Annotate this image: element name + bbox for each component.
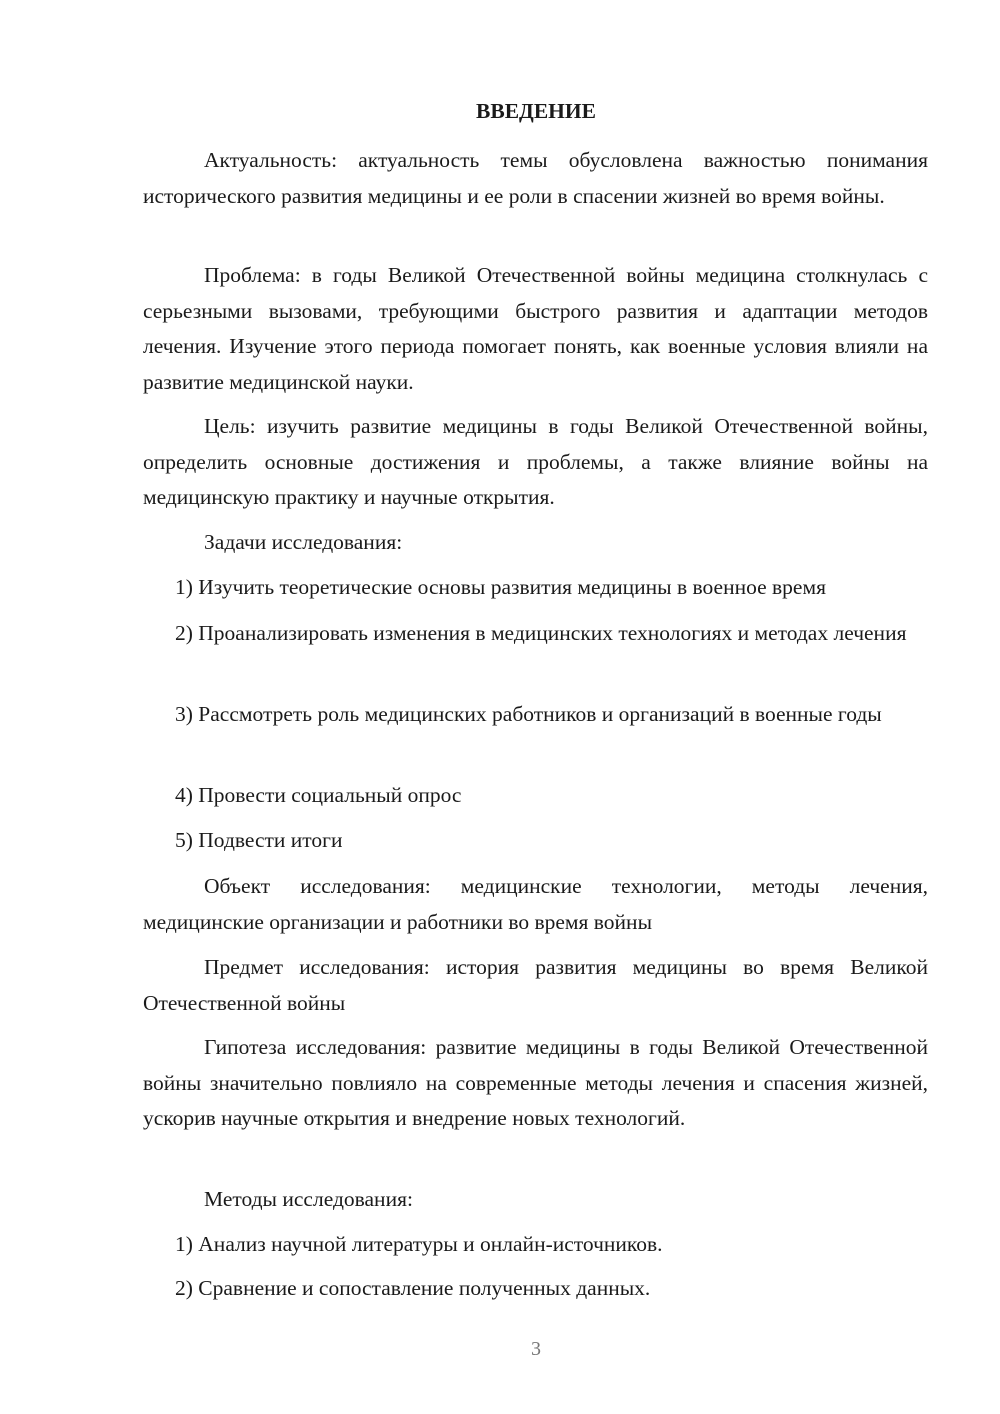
methods-title: Методы исследования:	[204, 1187, 413, 1211]
relevance-paragraph: Актуальность: актуальность темы обусловлена важностью понимания исторического развития медицины и ее роли в спасении жизней во время войны.	[143, 148, 928, 208]
method-item-2: 2) Сравнение и сопоставление полученных данных.	[175, 1276, 651, 1300]
task-item-4: 4) Провести социальный опрос	[175, 783, 462, 807]
section-heading: ВВЕДЕНИЕ	[476, 99, 596, 123]
task-item-2: 2) Проанализировать изменения в медицинских технологиях и методах лечения	[175, 621, 907, 645]
task-item-1: 1) Изучить теоретические основы развития медицины в военное время	[175, 575, 826, 599]
task-item-5: 5) Подвести итоги	[175, 828, 343, 852]
tasks-title: Задачи исследования:	[204, 530, 403, 554]
page-number: 3	[531, 1338, 541, 1360]
hypothesis-paragraph: Гипотеза исследования: развитие медицины в годы Великой Отечественной войны значительно повлияло на современные методы лечения и спасения жизней, ускорив научные открытия и внедрение новых технологий.	[143, 1035, 928, 1130]
goal-paragraph: Цель: изучить развитие медицины в годы Великой Отечественной войны, определить основные достижения и проблемы, а также влияние войны на медицинскую практику и научные открытия.	[143, 414, 928, 509]
problem-paragraph: Проблема: в годы Великой Отечественной войны медицина столкнулась с серьезными вызовами, требующими быстрого развития и адаптации методов лечения. Изучение этого периода помогает понять, как военные условия влияли на развитие медицинской науки.	[143, 263, 928, 394]
subject-paragraph: Предмет исследования: история развития медицины во время Великой Отечественной войны	[143, 955, 928, 1015]
method-item-1: 1) Анализ научной литературы и онлайн-источников.	[175, 1232, 663, 1256]
task-item-3: 3) Рассмотреть роль медицинских работников и организаций в военные годы	[175, 702, 882, 726]
object-paragraph: Объект исследования: медицинские технологии, методы лечения, медицинские организации и работники во время войны	[143, 874, 928, 934]
